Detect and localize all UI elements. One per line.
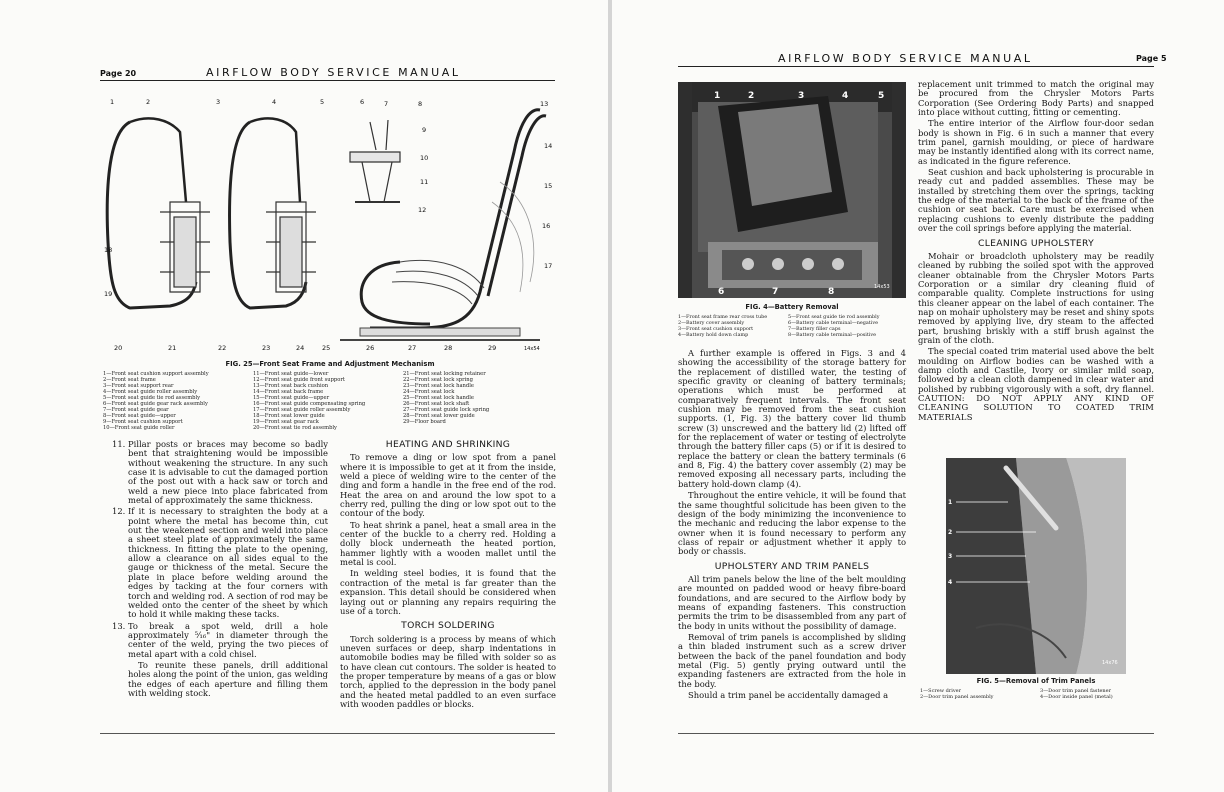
fig5-legend-col1 <box>920 688 1030 700</box>
left-page-column-2 <box>340 440 556 711</box>
paragraph: The entire interior of the Airflow four-door sedan body is shown in Fig. 6 in such a manner that every trim panel, garnish moulding, or piece of hardware may be instantly identified along with its correct name, as indicated in the figure reference. <box>918 118 1154 166</box>
svg-text:18: 18 <box>104 246 113 254</box>
svg-text:25: 25 <box>322 344 331 352</box>
legend-item: 29—Floor board <box>403 419 446 425</box>
svg-text:3: 3 <box>216 98 221 106</box>
right-page <box>612 0 1224 792</box>
fig5-photo <box>946 458 1126 674</box>
svg-text:5: 5 <box>320 98 325 106</box>
svg-text:9: 9 <box>422 126 427 134</box>
svg-text:27: 27 <box>408 344 417 352</box>
legend-item: 1—Screw driver <box>920 688 961 694</box>
svg-text:3: 3 <box>948 553 953 560</box>
paragraph: To reunite these panels, drill additional holes along the point of the union, gas welding the edges of each aperture and filling them with welding stock. <box>128 659 328 698</box>
legend-item: 22—Front seat lock spring <box>403 377 473 383</box>
legend-item: 14—Front seat back frame <box>253 389 324 395</box>
paragraph: Removal of trim panels is accomplished by sliding a thin bladed instrument such as a screw driver between the back of the panel foundation and body metal (Fig. 5) gently prying outward until the expanding fasteners are extracted from the hole in the body. <box>678 631 906 689</box>
fig5-caption: FIG. 5—Removal of Trim Panels <box>976 677 1096 685</box>
legend-item: 4—Door inside panel (metal) <box>1040 694 1113 700</box>
header-rule-left <box>100 80 555 81</box>
seat-frame-drawing <box>100 92 560 360</box>
header-title-right: AIRFLOW BODY SERVICE MANUAL <box>778 52 1033 65</box>
legend-item: 6—Battery cable terminal—negative <box>788 320 878 326</box>
fig25-legend-col3 <box>403 371 553 425</box>
svg-text:24: 24 <box>296 344 305 352</box>
paragraph: Seat cushion and back upholstering is procurable in ready cut and padded assemblies. These may be installed by stretching them over the springs, tacking the edge of the material to the back of the frame of the cushion or seat back. Care must be exercised when replacing cushions to evenly distribute the padding over the coil springs before applying the material. <box>918 167 1154 234</box>
fig25-illustration <box>100 92 560 360</box>
paragraph: Throughout the entire vehicle, it will be found that the same thoughtful solicitude has been given to the design of the body minimizing the inconvenience to the mechanic and reducing the labor expense to the owner when it is found necessary to perform any class of repair or adjustment whether it apply to body or chassis. <box>678 490 906 557</box>
legend-item: 17—Front seat guide roller assembly <box>253 407 351 413</box>
battery-removal-photo <box>678 82 906 298</box>
left-page <box>0 0 608 792</box>
svg-text:6: 6 <box>360 98 365 106</box>
svg-text:29: 29 <box>488 344 497 352</box>
numbered-item-11: 11. Pillar posts or braces may become so badly bent that straightening would be impossible without weakening the structure. In any such case it is advisable to cut the damaged portion of the post out with a hack saw or torch and weld a new piece into place fabricated from metal of approximately the same thickness. <box>112 439 328 506</box>
fig4-caption: FIG. 4—Battery Removal <box>745 303 839 311</box>
section-heading: CLEANING UPHOLSTERY <box>978 237 1094 249</box>
legend-item: 4—Battery hold down clamp <box>678 332 749 338</box>
trim-panel-removal-photo <box>946 458 1126 674</box>
svg-text:4: 4 <box>948 579 953 586</box>
svg-text:15: 15 <box>544 182 553 190</box>
paragraph: To heat shrink a panel, heat a small area in the center of the buckle to a cherry red. Holding a dolly block underneath the heated portion, hammer lightly with a wooden mallet until the metal is cool. <box>340 519 556 568</box>
paragraph: A further example is offered in Figs. 3 and 4 showing the accessibility of the storage battery for the replacement of distilled water, the testing of specific gravity or cleaning of battery terminals; operations which must be performed at comparatively frequent intervals. The front seat cushion may be removed from the seat cushion supports. (1, Fig. 3) the battery cover lid thumb screw (3) unscrewed and the battery lid (2) lifted off for the replacement of water or testing of electrolyte through the battery filler caps (5) or if it is desired to replace the battery or clean the battery terminals (6 and 8, Fig. 4) the battery cover assembly (2) may be removed exposing all necessary parts, including the battery hold-down clamp (4). <box>678 348 906 489</box>
svg-text:7: 7 <box>772 287 779 297</box>
legend-item: 10—Front seat guide roller <box>103 425 175 431</box>
header-rule-right <box>678 66 1154 67</box>
paragraph: In welding steel bodies, it is found that the contraction of the metal is far greater than the expansion. This detail should be considered when laying out or planning any repairs requiring the use of a torch. <box>340 568 556 616</box>
fig4-legend-col2 <box>788 314 908 338</box>
svg-text:4: 4 <box>272 98 277 106</box>
legend-item: 13—Front seat back cushion <box>253 383 329 389</box>
svg-text:4: 4 <box>842 91 849 101</box>
section-heading: TORCH SOLDERING <box>401 620 495 632</box>
svg-text:23: 23 <box>262 344 271 352</box>
svg-text:20: 20 <box>114 344 123 352</box>
svg-text:22: 22 <box>218 344 227 352</box>
legend-item: 5—Front seat guide tie rod assembly <box>103 395 201 401</box>
fig5-legend-col2 <box>1040 688 1156 700</box>
svg-text:2: 2 <box>146 98 151 106</box>
svg-text:2: 2 <box>748 91 755 101</box>
svg-text:7: 7 <box>384 100 389 108</box>
paragraph: Torch soldering is a process by means of which uneven surfaces or deep, sharp indentations in automobile bodies may be filled with solder so as to have clean cut contours. The solder is heated to the proper temperature by means of a gas or blow torch, applied to the depression in the body panel and the heated metal paddled to an even surface with wooden paddles or blocks. <box>340 633 556 709</box>
svg-text:8: 8 <box>828 287 835 297</box>
svg-text:12: 12 <box>418 206 427 214</box>
svg-text:16: 16 <box>542 222 551 230</box>
section-heading: UPHOLSTERY AND TRIM PANELS <box>714 560 870 572</box>
svg-text:13: 13 <box>540 100 549 108</box>
legend-item: 9—Front seat cushion support <box>103 419 183 425</box>
svg-text:17: 17 <box>544 262 553 270</box>
legend-item: 27—Front seat guide lock spring <box>403 407 490 413</box>
svg-text:28: 28 <box>444 344 453 352</box>
numbered-item-12: 12. If it is necessary to straighten the body at a point where the metal has become thin, cut out the weakened section and weld into place a sheet steel plate of approximately the same thickness. In fitting the plate to the opening, allow a clearance on all sides equal to the gauge or thickness of the metal. Secure the plate in place before welding around the edges by tacking at the four corners with torch and welding rod. A section of rod may be welded onto the center of the sheet by which to hold it while making these tacks. <box>112 506 328 620</box>
legend-item: 7—Battery filler caps <box>788 326 841 332</box>
legend-item: 23—Front seat lock handle <box>403 383 474 389</box>
svg-text:1: 1 <box>110 98 115 106</box>
svg-text:1: 1 <box>948 499 953 506</box>
legend-item: 8—Battery cable terminal—positive <box>788 332 877 338</box>
svg-text:8: 8 <box>418 100 423 108</box>
legend-item: 28—Front seat lower guide <box>403 413 475 419</box>
svg-text:14x54: 14x54 <box>524 346 540 352</box>
legend-item: 8—Front seat guide—upper <box>103 413 176 419</box>
svg-text:3: 3 <box>798 91 805 101</box>
legend-item: 3—Front seat cushion support <box>678 326 754 332</box>
svg-text:11: 11 <box>420 178 429 186</box>
legend-item: 24—Front seat lock <box>403 389 455 395</box>
legend-item: 25—Front seat lock handle <box>403 395 474 401</box>
right-page-column-1 <box>678 349 906 702</box>
legend-item: 2—Door trim panel assembly <box>920 694 994 700</box>
footer-rule-right <box>678 733 1154 734</box>
header-title-left: AIRFLOW BODY SERVICE MANUAL <box>206 66 461 79</box>
paragraph: Mohair or broadcloth upholstery may be readily cleaned by rubbing the soiled spot with the approved cleaner obtainable from the Chrysler Motors Parts Corporation or a similar dry cleaning fluid of comparable quality. Complete instructions for using this cleaner appear on the label of each container. The nap on mohair upholstery may be reset and shiny spots removed by applying live, dry steam to the affected part, brushing briskly with a stiff brush against the grain of the cloth. <box>918 250 1154 345</box>
fig25-caption: FIG. 25—Front Seat Frame and Adjustment Mechanism <box>225 360 435 368</box>
page-number-left: Page 20 <box>100 69 137 78</box>
fig4-photo <box>678 82 906 298</box>
legend-item: 6—Front seat guide gear rack assembly <box>103 401 208 407</box>
svg-text:19: 19 <box>104 290 113 298</box>
legend-item: 18—Front seat lower guide <box>253 413 325 419</box>
legend-item: 2—Front seat frame <box>103 377 156 383</box>
legend-item: 21—Front seat locking retainer <box>403 371 486 377</box>
legend-item: 15—Front seat guide—upper <box>253 395 330 401</box>
legend-item: 26—Front seat lock shaft <box>403 401 470 407</box>
legend-item: 12—Front seat guide front support <box>253 377 345 383</box>
page-number-right: Page 5 <box>1136 54 1167 63</box>
fig25-legend-col2 <box>253 371 403 431</box>
paragraph: To remove a ding or low spot from a panel where it is impossible to get at it from the inside, weld a piece of welding wire to the center of the ding and form a handle in the free end of the rod. Heat the area on and around the low spot to a cherry red, pulling the ding or low spot out to the contour of the body. <box>340 452 556 519</box>
caution-text: CAUTION: DO NOT APPLY ANY KIND OF CLEANING SOLUTION TO COATED TRIM MATERIALS <box>918 393 1154 422</box>
svg-text:14: 14 <box>544 142 553 150</box>
svg-text:14x76: 14x76 <box>1102 660 1118 666</box>
legend-item: 1—Front seat cushion support assembly <box>103 371 209 377</box>
svg-text:10: 10 <box>420 154 429 162</box>
paragraph-with-caution: The special coated trim material used above the belt moulding on Airflow bodies can be washed with a damp cloth and Castile, Ivory or similar mild soap, followed by a clean cloth dampened in clear water and polished by rubbing vigorously with a soft, dry flannel. CAUTION: DO NOT APPLY ANY KIND OF CLEANING SOLUTION TO COATED TRIM MATERIALS <box>918 346 1154 422</box>
section-heading: HEATING AND SHRINKING <box>385 439 511 450</box>
svg-text:26: 26 <box>366 344 375 352</box>
paragraph: Should a trim panel be accidentally damaged a <box>688 690 889 701</box>
right-page-column-2 <box>918 80 1154 424</box>
legend-item: 3—Door trim panel fastener <box>1040 688 1112 694</box>
legend-item: 7—Front seat guide gear <box>103 407 169 413</box>
legend-item: 5—Front seat guide tie rod assembly <box>788 314 880 320</box>
legend-item: 3—Front seat support rear <box>103 383 174 389</box>
left-page-column-1 <box>112 440 328 700</box>
legend-item: 4—Front seat guide roller assembly <box>103 389 198 395</box>
footer-rule-left <box>100 733 555 734</box>
legend-item: 19—Front seat gear rack <box>253 419 319 425</box>
fig25-callouts <box>104 98 552 352</box>
svg-text:1: 1 <box>714 91 721 101</box>
svg-text:5: 5 <box>878 91 885 101</box>
svg-text:6: 6 <box>718 287 725 297</box>
legend-item: 1—Front seat frame rear cross tube <box>678 314 768 320</box>
fig4-legend-col1 <box>678 314 788 338</box>
svg-text:14x53: 14x53 <box>874 284 890 290</box>
legend-item: 2—Battery cover assembly <box>678 320 745 326</box>
svg-text:2: 2 <box>948 529 953 536</box>
legend-item: 11—Front seat guide—lower <box>253 371 329 377</box>
numbered-item-13: 13. To break a spot weld, drill a hole approximately ⁵⁄₁₆" in diameter through the center of the weld, prying the two pieces of metal apart with a cold chisel. <box>112 620 328 659</box>
legend-item: 16—Front seat guide compensating spring <box>253 401 366 407</box>
svg-text:21: 21 <box>168 344 177 352</box>
fig25-legend-col1 <box>103 371 253 431</box>
paragraph: All trim panels below the line of the belt moulding are mounted on padded wood or heavy fibre-board foundations, and are secured to the Airflow body by means of expanding fasteners. This construction permits the trim to be disassembled from any part of the body in units without the possibility of damage. <box>678 573 906 631</box>
legend-item: 20—Front seat tie rod assembly <box>253 425 337 431</box>
paragraph: replacement unit trimmed to match the original may be procured from the Chrysler Motors Parts Corporation (See Ordering Body Parts) and snapped into place without cutting, fitting or cementing. <box>918 79 1154 118</box>
